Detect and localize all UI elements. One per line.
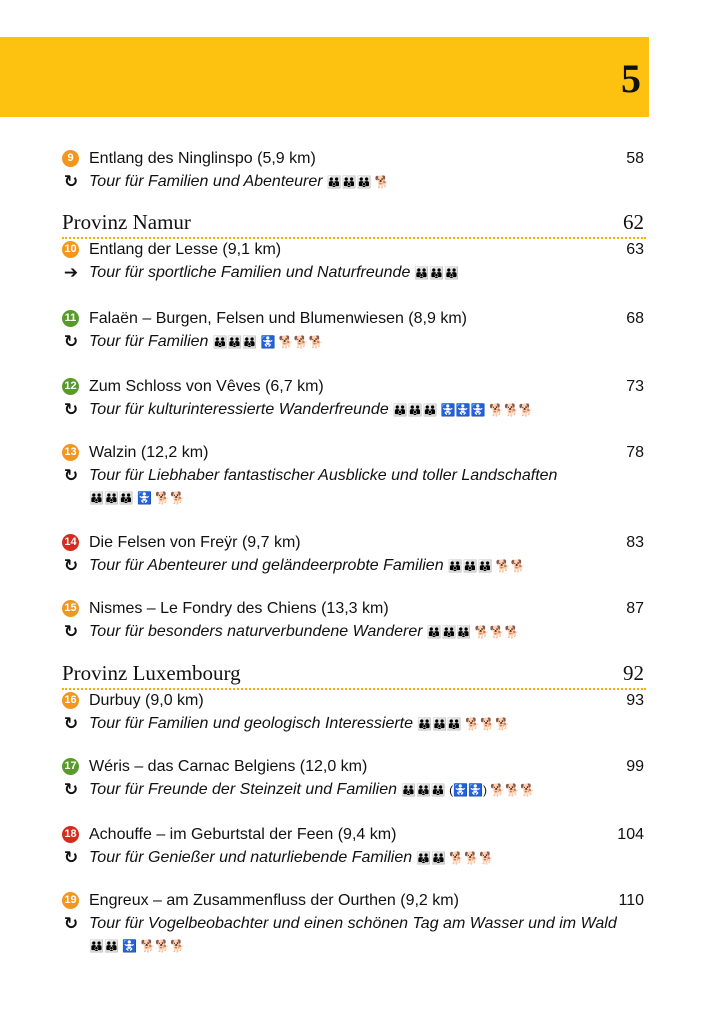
tour-description: Tour für Familien und geologisch Interessierte 👪👪👪 🐕🐕🐕 — [89, 715, 511, 732]
loop-route-icon: ↻ — [63, 714, 79, 733]
suitability-icons: 👪👪👪 🐕🐕🐕 — [417, 717, 511, 731]
tour-description: Tour für besonders naturverbundene Wanderer 👪👪👪 🐕🐕🐕 — [89, 623, 520, 640]
suitability-icons: 👪👪 🚼 🐕🐕🐕 — [89, 939, 186, 953]
page-number: 58 — [626, 150, 644, 167]
page-number: 68 — [626, 310, 644, 327]
tour-title: Entlang der Lesse (9,1 km) — [89, 241, 282, 258]
toc-entry-16[interactable] — [62, 689, 646, 735]
province-page: 62 — [623, 210, 644, 234]
toc-entry-14[interactable] — [62, 531, 646, 577]
suitability-icons: 👪👪👪 🐕🐕 — [447, 559, 526, 573]
tour-number-badge: 13 — [62, 444, 79, 461]
tour-title: Engreux – am Zusammenfluss der Ourthen (9,2 km) — [89, 892, 459, 909]
suitability-icons: 👪👪👪 🚼 🐕🐕🐕 — [212, 335, 324, 349]
loop-route-icon: ↻ — [63, 780, 79, 799]
toc-entry-15[interactable] — [62, 597, 646, 643]
page-number: 99 — [626, 758, 644, 775]
tour-title: Entlang des Ninglinspo (5,9 km) — [89, 150, 316, 167]
province-name: Provinz Namur — [62, 210, 191, 234]
suitability-icons: 👪👪👪 🐕🐕🐕 — [426, 625, 520, 639]
tour-number-badge: 15 — [62, 600, 79, 617]
toc-entry-19[interactable] — [62, 889, 646, 958]
tour-title: Nismes – Le Fondry des Chiens (13,3 km) — [89, 600, 389, 617]
suitability-icons: 👪👪 🐕🐕🐕 — [416, 851, 495, 865]
tour-description: Tour für Freunde der Steinzeit und Familien 👪👪👪 (🚼🚼) 🐕🐕🐕 — [89, 781, 536, 798]
toc-entry-12[interactable] — [62, 375, 646, 421]
toc-entry-11[interactable] — [62, 307, 646, 353]
tour-number-badge: 18 — [62, 826, 79, 843]
tour-number-badge: 11 — [62, 310, 79, 327]
toc-entry-9[interactable] — [62, 147, 646, 193]
loop-route-icon: ↻ — [63, 914, 79, 933]
tour-number-badge: 10 — [62, 241, 79, 258]
loop-route-icon: ↻ — [63, 622, 79, 641]
suitability-icons: 👪👪👪 (🚼🚼) 🐕🐕🐕 — [401, 783, 536, 797]
tour-description: Tour für Genießer und naturliebende Familien 👪👪 🐕🐕🐕 — [89, 849, 495, 866]
suitability-icons: 👪👪👪 🚼 🐕🐕 — [89, 491, 186, 505]
tour-title: Die Felsen von Freÿr (9,7 km) — [89, 534, 301, 551]
suitability-icons: 👪👪👪 🐕 — [326, 175, 390, 189]
tour-number-badge: 12 — [62, 378, 79, 395]
tour-title: Walzin (12,2 km) — [89, 444, 209, 461]
tour-title: Wéris – das Carnac Belgiens (12,0 km) — [89, 758, 368, 775]
loop-route-icon: ↻ — [63, 332, 79, 351]
tour-description: Tour für Liebhaber fantastischer Ausblicke und toller Landschaften — [89, 467, 558, 484]
page-number: 78 — [626, 444, 644, 461]
tour-number-badge: 9 — [62, 150, 79, 167]
tour-description: Tour für kulturinteressierte Wanderfreunde 👪👪👪 🚼🚼🚼 🐕🐕🐕 — [89, 401, 534, 418]
linear-route-arrow-icon: ➔ — [63, 263, 79, 282]
tour-number-badge: 17 — [62, 758, 79, 775]
toc-entry-13[interactable] — [62, 441, 646, 510]
loop-route-icon: ↻ — [63, 466, 79, 485]
province-page: 92 — [623, 661, 644, 685]
tour-number-badge: 14 — [62, 534, 79, 551]
tour-title: Zum Schloss von Vêves (6,7 km) — [89, 378, 324, 395]
tour-description: Tour für Abenteurer und geländeerprobte Familien 👪👪👪 🐕🐕 — [89, 557, 526, 574]
province-heading-luxembourg[interactable] — [62, 662, 646, 690]
province-name: Provinz Luxembourg — [62, 661, 241, 685]
page-number: 87 — [626, 600, 644, 617]
loop-route-icon: ↻ — [63, 400, 79, 419]
loop-route-icon: ↻ — [63, 556, 79, 575]
toc-entry-18[interactable] — [62, 823, 646, 869]
suitability-icons: 👪👪👪 🚼🚼🚼 🐕🐕🐕 — [392, 403, 534, 417]
page-number: 93 — [626, 692, 644, 709]
tour-description: Tour für Familien 👪👪👪 🚼 🐕🐕🐕 — [89, 333, 324, 350]
tour-number-badge: 19 — [62, 892, 79, 909]
chapter-number: 5 — [621, 56, 641, 101]
tour-description: Tour für sportliche Familien und Naturfreunde 👪👪👪 — [89, 264, 460, 281]
tour-number-badge: 16 — [62, 692, 79, 709]
suitability-icons: 👪👪👪 — [414, 266, 460, 280]
page-number: 104 — [617, 826, 644, 843]
tour-title: Falaën – Burgen, Felsen und Blumenwiesen (8,9 km) — [89, 310, 467, 327]
toc-entry-10[interactable] — [62, 238, 646, 284]
page-number: 63 — [626, 241, 644, 258]
page-number: 83 — [626, 534, 644, 551]
tour-title: Durbuy (9,0 km) — [89, 692, 204, 709]
page-number: 110 — [618, 892, 644, 909]
tour-title: Achouffe – im Geburtstal der Feen (9,4 km) — [89, 826, 397, 843]
tour-description: Tour für Familien und Abenteurer 👪👪👪 🐕 — [89, 173, 390, 190]
loop-route-icon: ↻ — [63, 172, 79, 191]
loop-route-icon: ↻ — [63, 848, 79, 867]
province-heading-namur[interactable] — [62, 211, 646, 239]
tour-description: Tour für Vogelbeobachter und einen schönen Tag am Wasser und im Wald — [89, 915, 617, 932]
chapter-header-bar — [0, 37, 649, 117]
page-number: 73 — [626, 378, 644, 395]
toc-entry-17[interactable] — [62, 755, 646, 801]
